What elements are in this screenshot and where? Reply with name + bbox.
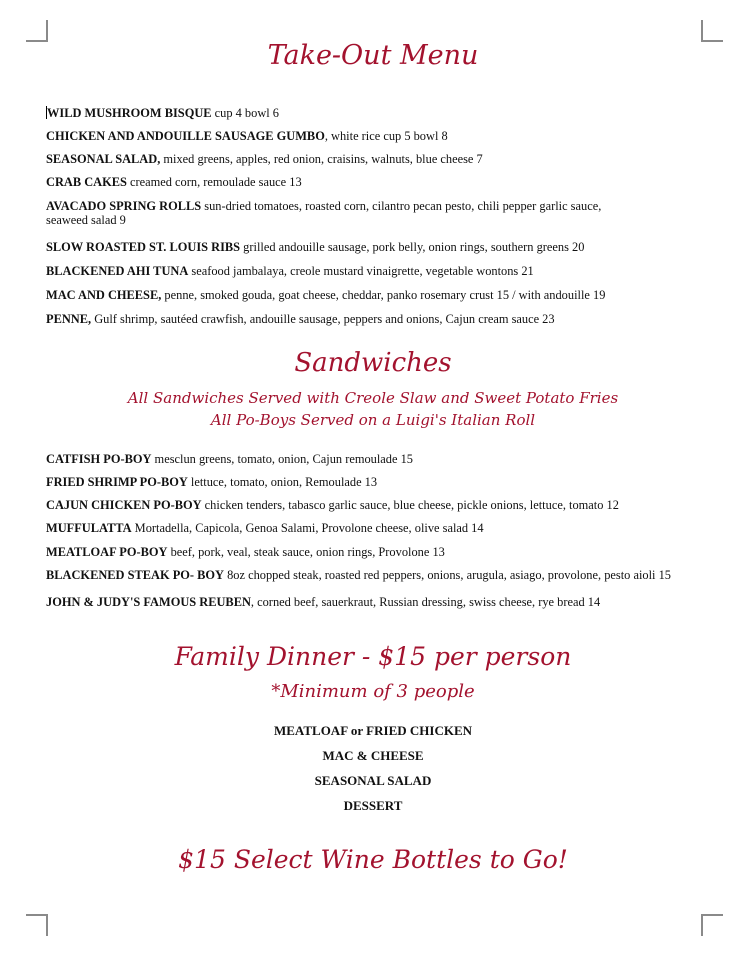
- crop-mark-top-right: [701, 20, 723, 42]
- item-desc: beef, pork, veal, steak sauce, onion rings, Provolone 13: [167, 545, 445, 559]
- item-desc: mesclun greens, tomato, onion, Cajun remoulade 15: [151, 452, 413, 466]
- item-desc: penne, smoked gouda, goat cheese, cheddar, panko rosemary crust 15 / with andouille 19: [161, 288, 606, 302]
- item-name: AVACADO SPRING ROLLS: [46, 199, 202, 213]
- item-desc: Gulf shrimp, sautéed crawfish, andouille sausage, peppers and onions, Cajun cream sauce 23: [91, 312, 555, 326]
- menu-item: [46, 312, 686, 326]
- family-dinner-item: MEATLOAF or FRIED CHICKEN: [273, 723, 472, 738]
- item-desc: , corned beef, sauerkraut, Russian dressing, swiss cheese, rye bread 14: [250, 595, 601, 609]
- item-desc: grilled andouille sausage, pork belly, onion rings, southern greens 20: [240, 240, 585, 254]
- family-dinner-heading: Family Dinner - $15 per person: [174, 642, 572, 671]
- family-dinner-subheading: *Minimum of 3 people: [271, 681, 475, 702]
- sandwiches-subheading: All Po-Boys Served on a Luigi's Italian Roll: [210, 411, 536, 429]
- sandwich-item: [46, 498, 686, 512]
- menu-item: [46, 288, 686, 302]
- item-name: PENNE,: [46, 312, 92, 326]
- item-desc: Mortadella, Capicola, Genoa Salami, Provolone cheese, olive salad 14: [131, 521, 484, 535]
- crop-mark-top-left: [26, 20, 48, 42]
- item-name: CRAB CAKES: [46, 175, 127, 189]
- item-desc: creamed corn, remoulade sauce 13: [126, 175, 302, 189]
- family-dinner-item: MAC & CHEESE: [322, 748, 424, 763]
- item-name: SLOW ROASTED ST. LOUIS RIBS: [46, 240, 241, 254]
- item-name: JOHN & JUDY'S FAMOUS REUBEN: [46, 595, 251, 609]
- item-desc: sun-dried tomatoes, roasted corn, cilantro pecan pesto, chili pepper garlic sauce, seaweed salad 9: [46, 199, 602, 227]
- sandwich-item: [46, 568, 706, 582]
- menu-item: [46, 106, 686, 120]
- menu-item: [46, 240, 686, 254]
- item-name: MEATLOAF PO-BOY: [46, 545, 168, 559]
- menu-item: [46, 199, 606, 227]
- sandwich-item: [46, 595, 686, 609]
- item-desc: , white rice cup 5 bowl 8: [324, 129, 448, 143]
- item-name: MUFFULATTA: [46, 521, 132, 535]
- family-dinner-item: SEASONAL SALAD: [314, 773, 432, 788]
- menu-item: [46, 175, 686, 189]
- item-name: BLACKENED STEAK PO- BOY: [46, 568, 224, 582]
- family-dinner-item: DESSERT: [343, 798, 403, 813]
- crop-mark-bottom-left: [26, 914, 48, 936]
- item-name: CHICKEN AND ANDOUILLE SAUSAGE GUMBO: [46, 129, 325, 143]
- item-desc: chicken tenders, tabasco garlic sauce, blue cheese, pickle onions, lettuce, tomato 12: [201, 498, 619, 512]
- item-name: FRIED SHRIMP PO-BOY: [46, 475, 188, 489]
- wine-promo: $15 Select Wine Bottles to Go!: [178, 845, 568, 874]
- sandwich-item: [46, 545, 686, 559]
- crop-mark-bottom-right: [701, 914, 723, 936]
- item-name: WILD MUSHROOM BISQUE: [47, 106, 212, 120]
- item-desc: mixed greens, apples, red onion, craisins, walnuts, blue cheese 7: [160, 152, 483, 166]
- menu-item: [46, 264, 686, 278]
- item-desc: cup 4 bowl 6: [211, 106, 279, 120]
- sandwiches-heading: Sandwiches: [294, 348, 452, 378]
- sandwiches-subheading: All Sandwiches Served with Creole Slaw and Sweet Potato Fries: [127, 389, 619, 407]
- item-name: SEASONAL SALAD,: [46, 152, 161, 166]
- item-desc: 8oz chopped steak, roasted red peppers, onions, arugula, asiago, provolone, pesto aioli 15: [223, 568, 671, 582]
- item-name: MAC AND CHEESE,: [46, 288, 162, 302]
- page-title: Take-Out Menu: [267, 40, 479, 71]
- sandwich-item: [46, 452, 686, 466]
- item-desc: lettuce, tomato, onion, Remoulade 13: [187, 475, 378, 489]
- item-desc: seafood jambalaya, creole mustard vinaigrette, vegetable wontons 21: [188, 264, 534, 278]
- sandwich-item: [46, 521, 686, 535]
- menu-item: [46, 152, 686, 166]
- item-name: CAJUN CHICKEN PO-BOY: [46, 498, 202, 512]
- item-name: BLACKENED AHI TUNA: [46, 264, 189, 278]
- sandwich-item: [46, 475, 686, 489]
- item-name: CATFISH PO-BOY: [46, 452, 152, 466]
- menu-item: [46, 129, 686, 143]
